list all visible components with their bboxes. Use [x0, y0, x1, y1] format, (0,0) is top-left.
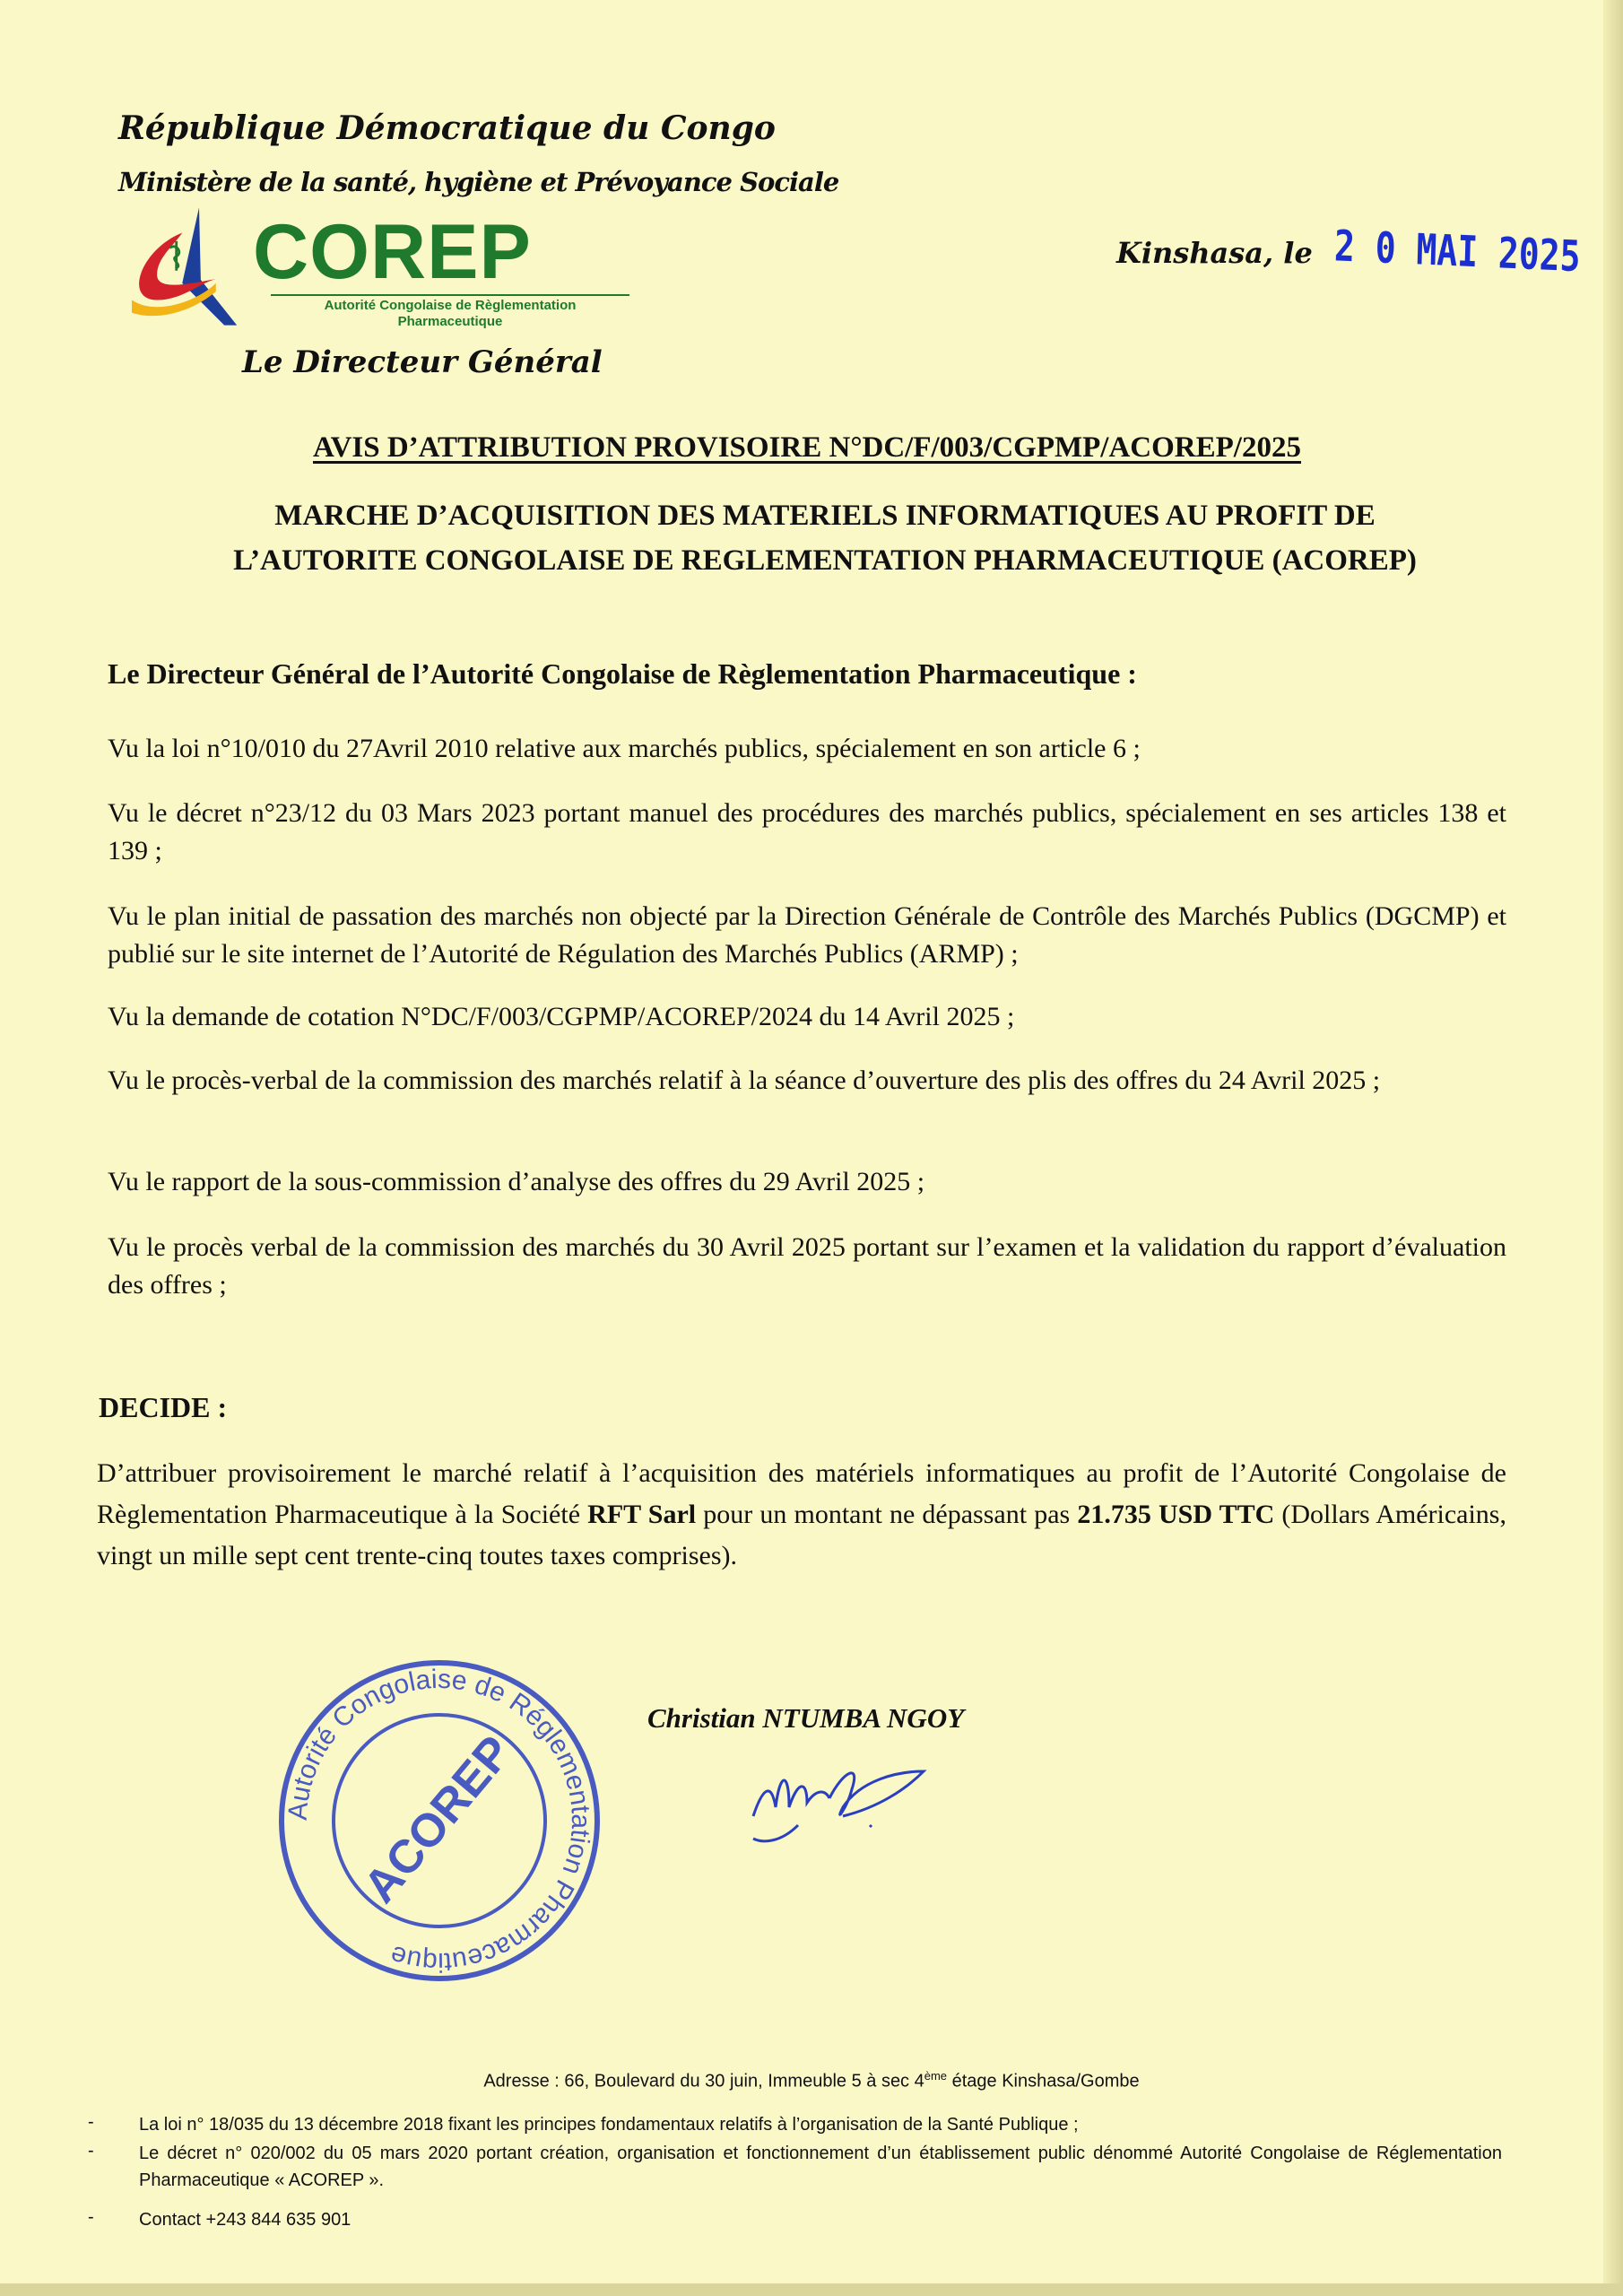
consideration-3: Vu le plan initial de passation des marchés non objecté par la Direction Générale de Contrôle des Marchés Publics (DGCMP) et publié sur le site internet de l’Autorité de Régulation des Marchés Publics (ARMP) ;	[108, 901, 1506, 969]
stamp-center-text: ACOREP	[353, 1726, 523, 1913]
official-stamp	[269, 1650, 610, 1991]
footer-law-reference: La loi n° 18/035 du 13 décembre 2018 fixant les principes fondamentaux relatifs à l’organisation de la Santé Publique ;	[139, 2115, 1079, 2135]
date-line	[1116, 221, 1582, 282]
logo-wordmark: COREP	[253, 209, 532, 295]
document-title: AVIS D’ATTRIBUTION PROVISOIRE N°DC/F/003/CGPMP/ACOREP/2025	[313, 431, 1301, 464]
award-amount: 21.735 USD TTC	[1077, 1500, 1275, 1529]
ministry-name: Ministère de la santé, hygiène et Prévoyance Sociale	[118, 167, 839, 197]
awarded-company: RFT Sarl	[587, 1500, 697, 1529]
consideration-1: Vu la loi n°10/010 du 27Avril 2010 relative aux marchés publics, spécialement en son article 6 ;	[108, 734, 1141, 763]
place-label: Kinshasa, le	[1116, 236, 1313, 270]
consideration-4: Vu la demande de cotation N°DC/F/003/CGPMP/ACOREP/2024 du 14 Avril 2025 ;	[108, 1002, 1015, 1031]
stamp-ring-text: Autorité Congolaise de Réglementation Pharmaceutique	[282, 1664, 596, 1978]
intro-statement: Le Directeur Général de l’Autorité Congolaise de Règlementation Pharmaceutique :	[108, 657, 1137, 690]
footer-decree-reference: Le décret n° 020/002 du 05 mars 2020 portant création, organisation et fonctionnement d’un établissement public dénommé Autorité Congolaise de Réglementation Pharmaceutique « ACOREP ».	[139, 2144, 1502, 2190]
date-stamp: 2 0 MAI 2025	[1333, 221, 1582, 282]
paper-edge-bottom	[0, 2283, 1623, 2296]
paper-edge	[1603, 0, 1623, 2296]
bullet-marker: -	[88, 2112, 94, 2132]
bullet-marker: -	[88, 2207, 94, 2227]
country-name: République Démocratique du Congo	[118, 109, 776, 147]
document-subtitle: MARCHE D’ACQUISITION DES MATERIELS INFORMATIQUES AU PROFIT DE L’AUTORITE CONGOLAISE DE REGLEMENTATION PHARMACEUTIQUE (ACOREP)	[233, 500, 1417, 577]
footer-contact: Contact +243 844 635 901	[139, 2210, 352, 2230]
consideration-7: Vu le procès verbal de la commission des marchés du 30 Avril 2025 portant sur l’examen et la validation du rapport d’évaluation des offres ;	[108, 1232, 1506, 1300]
acorep-logo	[118, 199, 638, 343]
bullet-marker: -	[88, 2141, 94, 2161]
logo-subtitle: Autorité Congolaise de Règlementation Pharmaceutique	[324, 298, 577, 329]
signature-icon	[744, 1753, 933, 1852]
consideration-5: Vu le procès-verbal de la commission des marchés relatif à la séance d’ouverture des plis des offres du 24 Avril 2025 ;	[108, 1065, 1381, 1095]
director-heading: Le Directeur Général	[242, 344, 603, 380]
signatory-name: Christian NTUMBA NGOY	[647, 1702, 965, 1734]
consideration-2: Vu le décret n°23/12 du 03 Mars 2023 portant manuel des procédures des marchés publics, spécialement en ses articles 138 et 139 ;	[108, 798, 1506, 865]
address-line: Adresse : 66, Boulevard du 30 juin, Immeuble 5 à sec 4ème étage Kinshasa/Gombe	[483, 2069, 1140, 2092]
consideration-6: Vu le rapport de la sous-commission d’analyse des offres du 29 Avril 2025 ;	[108, 1167, 925, 1196]
decision-paragraph: D’attribuer provisoirement le marché relatif à l’acquisition des matériels informatiques au profit de l’Autorité Congolaise de Règlementation Pharmaceutique à la Société RFT Sarl pour un montant ne dépassant pas 21.735 USD TTC (Dollars Américains, vingt un mille sept cent trente-cinq toutes taxes comprises).	[97, 1458, 1506, 1570]
decide-heading: DECIDE :	[99, 1391, 228, 1423]
